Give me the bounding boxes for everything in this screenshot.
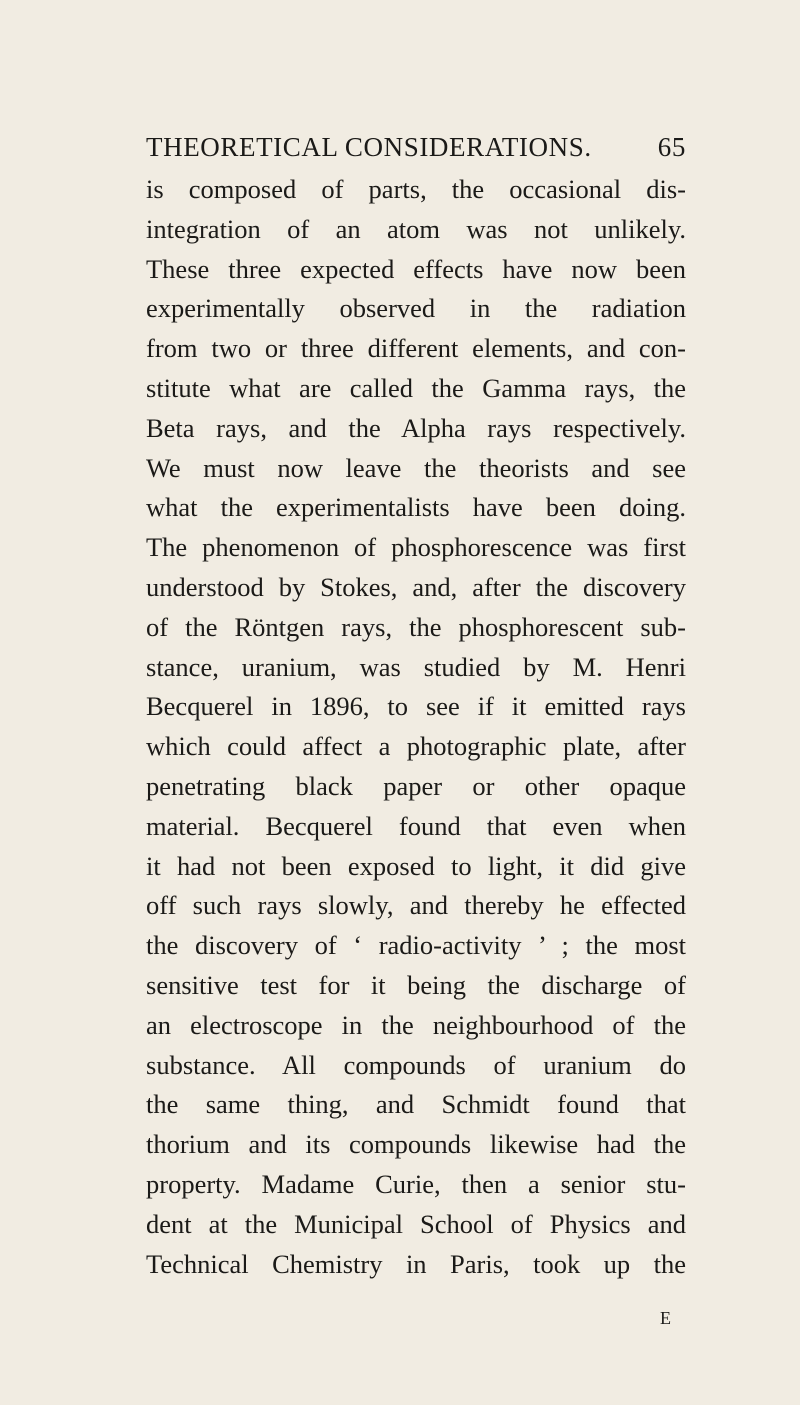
text-line: penetrating black paper or other opaque xyxy=(146,770,686,801)
text-line: is composed of parts, the occasional dis- xyxy=(146,174,686,204)
text-line: sensitive test for it being the discharge of xyxy=(146,969,686,1000)
page-number: 65 xyxy=(657,132,686,162)
text-line: dent at the Municipal School of Physics and xyxy=(146,1208,686,1239)
text-line: property. Madame Curie, then a senior stu- xyxy=(146,1168,686,1199)
text-line: The phenomenon of phosphorescence was first xyxy=(146,532,686,563)
text-line: off such rays slowly, and thereby he effected xyxy=(146,890,686,921)
text-line: thorium and its compounds likewise had the xyxy=(146,1129,686,1160)
text-line: an electroscope in the neighbourhood of the xyxy=(146,1009,686,1040)
text-line: Technical Chemistry in Paris, took up the xyxy=(146,1248,686,1279)
text-line: from two or three different elements, and con- xyxy=(146,333,686,364)
text-line: understood by Stokes, and, after the discovery xyxy=(146,571,686,602)
text-line: the same thing, and Schmidt found that xyxy=(146,1089,686,1120)
text-line: stitute what are called the Gamma rays, the xyxy=(146,372,686,403)
running-head-title: THEORETICAL CONSIDERATIONS. xyxy=(146,132,592,162)
text-line: what the experimentalists have been doing. xyxy=(146,492,686,523)
text-line: integration of an atom was not unlikely. xyxy=(146,213,686,244)
text-line: material. Becquerel found that even when xyxy=(146,810,686,841)
text-line: We must now leave the theorists and see xyxy=(146,452,686,483)
text-line: experimentally observed in the radiation xyxy=(146,293,686,324)
text-line: These three expected effects have now been xyxy=(146,253,686,284)
text-line: substance. All compounds of uranium do xyxy=(146,1049,686,1080)
text-line: Becquerel in 1896, to see if it emitted rays xyxy=(146,691,686,722)
text-line: the discovery of ‘ radio-activity ’ ; the most xyxy=(146,930,686,961)
text-line: which could affect a photographic plate, after xyxy=(146,731,686,762)
text-line: Beta rays, and the Alpha rays respectively. xyxy=(146,412,686,443)
text-line: of the Röntgen rays, the phosphorescent sub- xyxy=(146,611,686,642)
body-text xyxy=(146,170,686,1284)
signature-mark: E xyxy=(660,1308,672,1328)
running-head xyxy=(146,132,686,172)
text-line: stance, uranium, was studied by M. Henri xyxy=(146,651,686,682)
text-line: it had not been exposed to light, it did give xyxy=(146,850,686,881)
